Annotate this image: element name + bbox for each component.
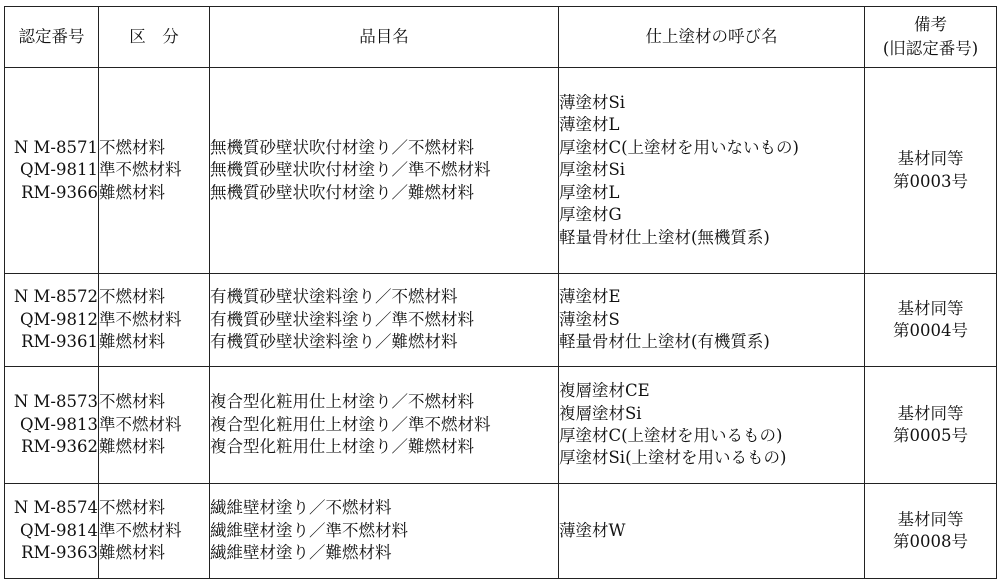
product-name: 無機質砂壁状吹付材塗り／準不燃材料: [210, 160, 491, 180]
header-product-name: 品目名: [210, 7, 559, 68]
finish-name: 厚塗材G: [559, 205, 622, 225]
classification: 準不燃材料: [99, 414, 182, 434]
header-remarks-title: 備考: [914, 15, 947, 34]
classification-cell: [99, 274, 210, 367]
certification-number: QM-9811: [20, 160, 98, 180]
old-certification-number: 第0008号: [893, 532, 968, 551]
finish-name: 厚塗材L: [559, 182, 620, 202]
finish-name: 厚塗材Si: [559, 160, 626, 180]
product-name: 複合型化粧用仕上材塗り／準不燃材料: [210, 414, 491, 434]
remarks-line: 基材同等: [897, 403, 964, 423]
finish-name: 軽量骨材仕上塗材(有機質系): [559, 332, 770, 352]
finish-name: 薄塗材W: [559, 520, 626, 540]
certification-number: QM-9812: [20, 309, 98, 329]
product-name: 有機質砂壁状塗料塗り／不燃材料: [210, 287, 458, 307]
certification-number: RM-9361: [21, 332, 98, 352]
certification-number: RM-9362: [21, 437, 98, 457]
header-classification: 区 分: [99, 7, 210, 68]
old-certification-number: 第0003号: [893, 171, 968, 191]
classification: 準不燃材料: [99, 309, 182, 329]
product-name: 有機質砂壁状塗料塗り／準不燃材料: [210, 309, 474, 329]
certification-numbers-cell: [5, 274, 99, 367]
finish-name: 厚塗材C(上塗材を用いないもの): [559, 137, 799, 157]
remarks-line: 基材同等: [897, 149, 964, 169]
remarks-cell: [865, 484, 997, 579]
finish-name: 複層塗材Si: [559, 403, 642, 423]
classification: 難燃材料: [99, 437, 165, 457]
product-name: 無機質砂壁状吹付材塗り／不燃材料: [210, 137, 474, 157]
remarks-line: 基材同等: [897, 298, 964, 318]
classification: 不燃材料: [99, 392, 165, 412]
header-row: [5, 7, 997, 68]
finish-name-cell: [559, 367, 865, 484]
certification-number: QM-9813: [20, 414, 98, 434]
table-row: [5, 274, 997, 367]
classification: 不燃材料: [99, 137, 165, 157]
product-name: 複合型化粧用仕上材塗り／難燃材料: [210, 437, 474, 457]
certification-number: RM-9363: [21, 543, 98, 563]
certification-numbers-cell: [5, 367, 99, 484]
remarks-cell: [865, 274, 997, 367]
product-name: 繊維壁材塗り／準不燃材料: [210, 520, 408, 540]
finish-name: 薄塗材Si: [559, 93, 626, 113]
classification: 準不燃材料: [99, 160, 182, 180]
certification-number: N M-8572: [13, 287, 98, 307]
header-finish-name: 仕上塗材の呼び名: [559, 7, 865, 68]
classification-cell: [99, 68, 210, 274]
product-name: 無機質砂壁状吹付材塗り／難燃材料: [210, 182, 474, 202]
finish-name-cell: [559, 68, 865, 274]
finish-name: 複層塗材CE: [559, 381, 650, 401]
product-name: 複合型化粧用仕上材塗り／不燃材料: [210, 392, 474, 412]
finish-name: 薄塗材L: [559, 115, 620, 135]
certification-numbers-cell: [5, 68, 99, 274]
remarks-cell: [865, 367, 997, 484]
classification: 難燃材料: [99, 332, 165, 352]
product-name-cell: [210, 274, 559, 367]
certification-number: N M-8574: [13, 498, 98, 518]
certification-number: N M-8573: [13, 392, 98, 412]
certification-number: QM-9814: [20, 520, 98, 540]
table-row: [5, 68, 997, 274]
old-certification-number: 第0005号: [893, 426, 968, 445]
header-certification-number: 認定番号: [5, 7, 99, 68]
classification-cell: [99, 367, 210, 484]
remarks-cell: [865, 68, 997, 274]
product-name-cell: [210, 484, 559, 579]
old-certification-number: 第0004号: [893, 321, 968, 340]
header-remarks: [865, 7, 997, 68]
finish-name: 厚塗材Si(上塗材を用いるもの): [559, 448, 787, 468]
finish-name-cell: [559, 484, 865, 579]
classification: 難燃材料: [99, 182, 165, 202]
certification-numbers-cell: [5, 484, 99, 579]
table-row: [5, 484, 997, 579]
certification-number: N M-8571: [13, 137, 98, 157]
remarks-line: 基材同等: [897, 509, 964, 529]
header-remarks-subtitle: (旧認定番号): [882, 39, 979, 58]
certification-number: RM-9366: [21, 182, 98, 202]
certification-table: [4, 6, 997, 579]
classification: 準不燃材料: [99, 520, 182, 540]
table-row: [5, 367, 997, 484]
finish-name: 薄塗材S: [559, 309, 620, 329]
product-name-cell: [210, 367, 559, 484]
classification: 難燃材料: [99, 543, 165, 563]
finish-name: 薄塗材E: [559, 287, 621, 307]
product-name: 繊維壁材塗り／難燃材料: [210, 543, 392, 563]
product-name-cell: [210, 68, 559, 274]
finish-name: 軽量骨材仕上塗材(無機質系): [559, 227, 770, 247]
classification-cell: [99, 484, 210, 579]
product-name: 有機質砂壁状塗料塗り／難燃材料: [210, 332, 458, 352]
classification: 不燃材料: [99, 498, 165, 518]
classification: 不燃材料: [99, 287, 165, 307]
finish-name: 厚塗材C(上塗材を用いるもの): [559, 426, 783, 445]
product-name: 繊維壁材塗り／不燃材料: [210, 498, 392, 518]
finish-name-cell: [559, 274, 865, 367]
